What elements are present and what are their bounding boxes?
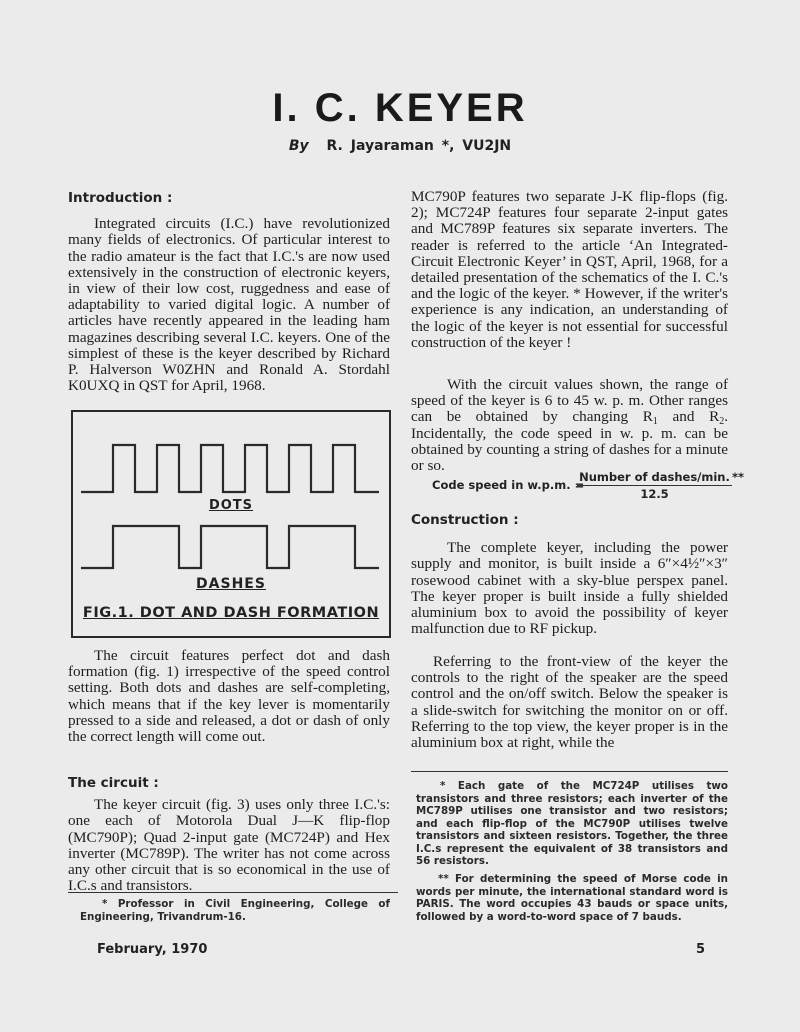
introduction-paragraph: Integrated circuits (I.C.) have revolutionized many fields of electronics. Of particular interest to the radio amateur is the fact that I.C.'s are now used extensively in the construction of electronic keyers, in view of their low cost, ruggedness and ease of adaptability to varied digital logic. A number of articles have recently appeared in the leading ham magazines describing several I.C. keyers. One of the simplest of these is the keyer described by Richard P. Halverson W0ZHN and Ronald A. Stordahl K0UXQ in QST for April, 1968. [68, 215, 390, 395]
circuit-paragraph: The keyer circuit (fig. 3) uses only three I.C.'s: one each of Motorola Dual J—K flip-flop (MC790P); Quad 2-input gate (MC724P) and Hex inverter (MC789P). The writer has not come across any other circuit that is so economical in the use of I.C.s and transistors. [68, 796, 390, 895]
circuit-heading: The circuit : [68, 775, 159, 791]
speed-section [411, 377, 728, 474]
byline [0, 138, 800, 154]
introduction-heading: Introduction : [68, 190, 173, 206]
figure-caption: FIG.1. DOT AND DASH FORMATION [82, 605, 380, 621]
continuation-section [411, 189, 728, 351]
front-view-paragraph: Referring to the front-view of the keyer the controls to the right of the speaker are the speed control and the on/off switch. Below the speaker is a slide-switch for switching the monitor on or off. Referring to the top view, the keyer proper is in the aluminium box at right, while the [411, 653, 728, 752]
issue-date: February, 1970 [97, 942, 208, 957]
dots-waveform-icon [73, 420, 389, 510]
formula-numerator: Number of dashes/min. [577, 470, 732, 486]
construction-paragraph: The complete keyer, including the power supply and monitor, is built inside a 6″×4½″×3″ rosewood cabinet with a sky-blue perspex panel. The keyer proper is built inside a fully shielded aluminium box to avoid the possibility of keyer malfunction due to RF pickup. [411, 539, 728, 638]
byline-prefix: By [288, 138, 309, 154]
front-view-section [411, 654, 728, 751]
dots-label: DOTS [208, 498, 254, 513]
construction-heading: Construction : [411, 512, 519, 528]
author-footnote: * Professor in Civil Engineering, College of Engineering, Trivandrum-16. [80, 898, 390, 923]
dashes-label: DASHES [196, 576, 266, 592]
morse-speed-footnote: ** For determining the speed of Morse code in words per minute, the international standard word is PARIS. The word occupies 43 bauds or space units, followed by a word-to-word space of 7 bauds. [416, 873, 728, 923]
formula-denominator: 12.5 [640, 487, 669, 501]
features-section [68, 648, 390, 745]
introduction-section [68, 190, 390, 394]
article-title: I. C. KEYER [272, 86, 528, 130]
footnote-divider-right [411, 771, 728, 772]
speed-paragraph: With the circuit values shown, the range of speed of the keyer is 6 to 45 w. p. m. Other ranges can be obtained by changing $R_1$ and $R_2$. Incidentally, the code speed in w. p. m. can be obtained by counting a string of dashes for a minute or so. [411, 376, 728, 475]
transistor-footnote: * Each gate of the MC724P utilises two transistors and three resistors; each inverter of the MC789P utilises one transistor and two resistors; and each flip-flop of the MC790P utilises twelve transistors and sixteen resistors. Together, the three I.C.s represent the equivalent of 38 transistors and 56 resistors. [416, 780, 728, 867]
features-paragraph: The circuit features perfect dot and dash formation (fig. 1) irrespective of the speed control setting. Both dots and dashes are self-completing, which means that if the key lever is momentarily pressed to a side and released, a dot or dash of only the correct length will come out. [68, 647, 390, 746]
formula-fraction [577, 470, 732, 501]
construction-section [411, 512, 728, 637]
figure-dot-dash-formation [71, 410, 391, 638]
continuation-paragraph: MC790P features two separate J-K flip-flops (fig. 2); MC724P features four separate 2-input gates and MC789P features six separate inverters. The reader is referred to the article ‘An Integrated-Circuit Electronic Keyer’ in QST, April, 1968, for a detailed presentation of the schematics of the I. C.'s and the logic of the keyer. * However, if the writer's experience is any indication, an understanding of the logic of the keyer is not essential for successful construction of the keyer ! [411, 188, 728, 351]
page-number: 5 [696, 942, 706, 957]
author-name: R. Jayaraman *, VU2JN [326, 138, 512, 154]
formula-footnote-marker: ** [732, 470, 745, 484]
circuit-section [68, 775, 390, 894]
code-speed-formula [432, 470, 745, 501]
formula-lhs: Code speed in w.p.m. = [432, 478, 585, 492]
footnote-divider-left [68, 892, 398, 893]
